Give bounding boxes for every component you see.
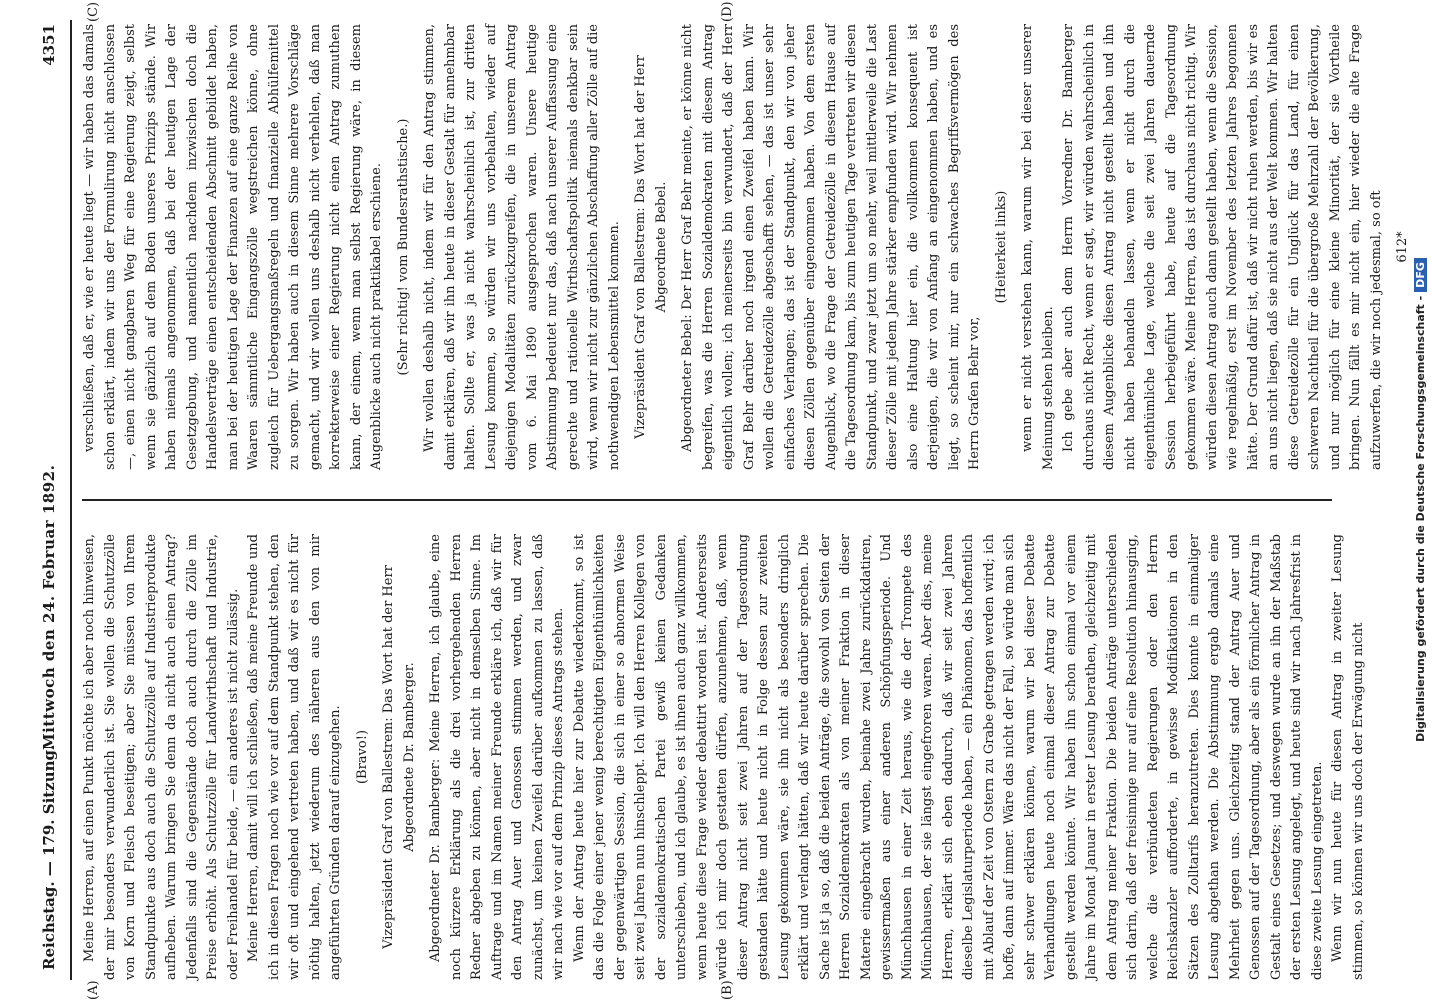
centered-line: (Bravo!)	[354, 729, 370, 785]
digitization-note	[1414, 10, 1432, 990]
paragraph: Abgeordneter Dr. Bamberger: Meine Herren, ich glaube, eine noch kürzere Erklärung als die drei vorhergehenden Herren Redner abgeben zu können, aber nicht in demselben Sinne. Im Auftrage und im Namen meiner Freunde erkläre ich, daß wir für den Antrag Auer und Genossen stimmen werden, und zwar zunächst, um keinen Zweifel darüber aufkommen zu lassen, daß wir nach wie vor auf dem Prinzip dieses Antrags stehen.	[428, 534, 566, 980]
centered-line: Vizepräsident Graf von Ballestrem: Das Wort hat der Herr Abgeordnete Bebel.	[633, 55, 669, 439]
margin-mark-a: (A)	[86, 980, 101, 1000]
digitization-text: Digitalisierung gefördert durch die Deutsche Forschungsgemeinschaft -	[1414, 295, 1427, 742]
margin-mark-b: (B)	[720, 980, 735, 1000]
margin-mark-d: (D)	[720, 1, 735, 22]
margin-mark-c: (C)	[86, 1, 101, 22]
paragraph: Wenn wir nun heute für diesen Antrag in zweiter Lesung stimmen, so können wir uns doch der Erwägung nicht	[1330, 534, 1366, 980]
centered-line: (Sehr richtig! vom Bundesrathstische.)	[395, 118, 411, 376]
header-date: Mittwoch den 24. Februar 1892.	[40, 464, 58, 750]
paragraph: verschließen, daß er, wie er heute liegt — wir haben das damals schon erklärt, indem wir uns der Formulirung nicht anschlossen —, einen nicht gangbaren Weg für eine Regierung zeigt, selbst wenn sie gänzlich auf dem Boden unseres Prinzips stände. Wir haben niemals angenommen, daß bei der heutigen Lage der Gesetzgebung, und namentlich nachdem inzwischen doch die Handelsverträge einen entscheidenden Abschnitt gebildet haben, man bei der heutigen Lage der Finanzen auf eine ganze Reihe von Waaren sämmtliche Eingangszölle wegstreichen könne, ohne zugleich für Uebergangsmaßregeln und finanzielle Abhülfemittel zu sorgen. Wir haben auch in diesem Sinne mehrere Vorschläge gemacht, und wir wollen uns deshalb nicht verhehlen, daß man korrekterweise einer Regierung nicht einen Antrag zumuthen kann, der einem, wenn man selbst Regierung wäre, in diesem Augenblicke auch nicht praktikabel erschiene.	[82, 24, 384, 470]
paragraph: Abgeordneter Bebel: Der Herr Graf Behr meinte, er könne nicht begreifen, was die Herren Sozialdemokraten mit diesem Antrag eigentlich wollen; ich meinerseits bin verwundert, daß der Herr Graf Behr darüber noch irgend einen Zweifel haben kann. Wir wollen die Getreidezölle abgeschafft sehen, — das ist unser sehr einfaches Verlangen; das ist der Standpunkt, den wir von jeher diesen Zöllen gegenüber eingenommen haben. Von dem ersten Augenblick, wo die Frage der Getreidezölle in diesem Hause auf die Tagesordnung kam, bis zum heutigen Tage vertreten wir diesen Standpunkt, und zwar jetzt um so mehr, weil mittlerweile die Last dieser Zölle mit jedem Jahre stärker empfunden wird. Wir nehmen also eine Haltung hier ein, die vollkommen konsequent ist derjenigen, die wir von Anfang an eingenommen haben, und es liegt, so scheint mir, nur ein schwaches Begriffsvermögen des Herrn Grafen Behr vor,	[680, 24, 982, 470]
column-divider	[82, 499, 1332, 501]
centered-line: Vizepräsident Graf von Ballestrem: Das Wort hat der Herr Abgeordnete Dr. Bamberger.	[381, 565, 417, 949]
left-column	[80, 534, 1380, 980]
paragraph: Meine Herren, auf einen Punkt möchte ich aber noch hinweisen, der mir besonders verwunderlich ist. Sie wollen die Schutzzölle von Korn und Fleisch beseitigen; aber Sie müssen von Ihrem Standpunkte aus doch auch die Schutzzölle auf Industrieprodukte aufheben. Warum bringen Sie denn da nicht auch einen Antrag? Jedenfalls sind die Gegenstände doch auch durch die Zölle im Preise erhöht. Als Schutzzölle für Landwirthschaft und Industrie, oder Freihandel für beide, — ein anderes ist nicht zulässig.	[82, 534, 241, 980]
paragraph: Meine Herren, damit will ich schließen, daß meine Freunde und ich in diesen Fragen noch wie vor auf dem Standpunkt stehen, den wir oft und eingehend vertreten haben, und daß wir es nicht für nöthig halten, jetzt wiederum des näheren aus den von mir angeführten Gründen darauf einzugehen.	[246, 534, 343, 980]
centered-line: (Heiterkeit links)	[993, 190, 1009, 304]
paragraph: Wir wollen deshalb nicht, indem wir für den Antrag stimmen, damit erklären, daß wir ihn heute in dieser Gestalt für annehmbar halten. Sollte er, was ja nicht wahrscheinlich ist, zur dritten Lesung kommen, so würden wir uns vorbehalten, wieder auf diejenigen Modalitäten zurückzugreifen, die in unserem Antrag vom 6. Mai 1890 ausgesprochen waren. Unsere heutige Abstimmung bedeutet nur das, daß nach unserer Auffassung eine gerechte und rationelle Wirthschaftspolitik niemals denkbar sein wird, wenn wir nicht zur gänzlichen Abschaffung aller Zölle auf die nothwendigen Lebensmittel kommen.	[422, 24, 622, 470]
right-column	[80, 24, 1410, 470]
page-number: 4351	[40, 24, 58, 66]
header-left: Reichstag. — 179. Sitzung.	[40, 744, 58, 970]
paragraph: Ich gebe aber auch dem Herrn Vorredner Dr. Bamberger durchaus nicht Recht, wenn er sagt, wir würden wahrscheinlich in diesem Augenblicke diesen Antrag nicht gestellt haben und ihn nicht haben behandeln lassen, wenn er nicht durch die eigenthümliche Lage, welche die seit zwei Jahren dauernde Session herbeigeführt habe, heute auf die Tagesordnung gekommen wäre. Meine Herren, das ist durchaus nicht richtig. Wir würden diesen Antrag auch dann gestellt haben, wenn die Session, wie regelmäßig, erst im November des letzten Jahres begonnen hätte. Der Grund dafür ist, daß wir nicht ruhen werden, bis wir es an uns nicht liegen, daß sie nicht aus der Welt kommen. Wir halten diese Getreidezölle für ein Unglück für das Land, für einen schweren Nachtheil für die übergroße Mehrzahl der Bevölkerung, und nur möglich für eine kleine Minorität, der sie Vortheile bringen. Nun fällt es mir nicht ein, hier wieder die alte Frage aufzuwerfen, die wir noch jedesmal, so oft	[1061, 24, 1384, 470]
paragraph: wenn er nicht verstehen kann, warum wir bei dieser unserer Meinung stehen bleiben.	[1020, 24, 1056, 470]
running-header	[26, 20, 72, 980]
dfg-logo: DFG	[1414, 258, 1427, 292]
paragraph: Wenn der Antrag heute hier zur Debatte wiederkommt, so ist das die Folge einer jener wenig berechtigten Eigenthümlichkeiten der gegenwärtigen Session, die sich in einer so abnormen Weise seit zwei Jahren nun hinschleppt. Ich will den Herren Kollegen von der sozialdemokratischen Partei gewiß keinen Gedanken unterschieben, und ich glaube, es ist ihnen auch ganz willkommen, wenn heute diese Frage wieder debattirt worden ist. Andererseits würde ich mir doch gestatten dürfen, anzunehmen, daß, wenn dieser Antrag nicht seit zwei Jahren auf der Tagesordnung gestanden hätte und heute nicht in Folge dessen zur zweiten Lesung gekommen wäre, sie ihn nicht als besonders dringlich erklärt und verlangt hätten, daß wir heute darüber sprechen. Die Sache ist ja so, daß die beiden Anträge, die sowohl von Seiten der Herren Sozialdemokraten als von meiner Fraktion in dieser Materie eingebracht wurden, beinahe zwei Jahre zurückdatiren, gewissermaßen aus einer anderen Schöpfungsperiode. Und Münchhausen in einer Zeit heraus, wie die der Trompete des Münchhausen, der sie längst eingefroren waren. Aber dies, meine Herren, erklärt sich eben dadurch, daß wir seit zwei Jahren dieselbe Legislaturperiode haben, — ein Phänomen, das hoffentlich mit Ablauf der Zeit von Ostern zu Grabe getragen werden wird; ich hoffe, dann auf immer. Wäre das nicht der Fall, so würde man sich sehr schwer erklären können, warum wir bei dieser Debatte Verhandlungen heute noch einmal dieser Antrag zur Debatte gestellt werden könnte. Wir haben ihn schon einmal vor einem Jahre im Monat Januar in erster Lesung berathen, gleichzeitig mit dem Antrag meiner Fraktion. Die beiden Anträge unterschieden sich darin, daß der freisinnige nur auf eine Resolution hinausging, welche die verbündeten Regierungen oder den Herrn Reichskanzler aufforderte, in gewisse Modifikationen in den Sätzen des Zolltarifs heranzutreten. Dies konnte in einmaliger Lesung abgethan werden. Die Abstimmung ergab damals eine Mehrheit gegen uns. Gleichzeitig stand der Antrag Auer und Genossen auf der Tagesordnung, aber als ein förmlicher Antrag in Gestalt eines Gesetzes; und deswegen wurde an ihn der Maßstab der ersten Lesung angelegt, und heute sind wir nach Jahresfrist in diese zweite Lesung eingetreten.	[571, 534, 1325, 980]
centered-line: 612*	[1395, 231, 1410, 263]
